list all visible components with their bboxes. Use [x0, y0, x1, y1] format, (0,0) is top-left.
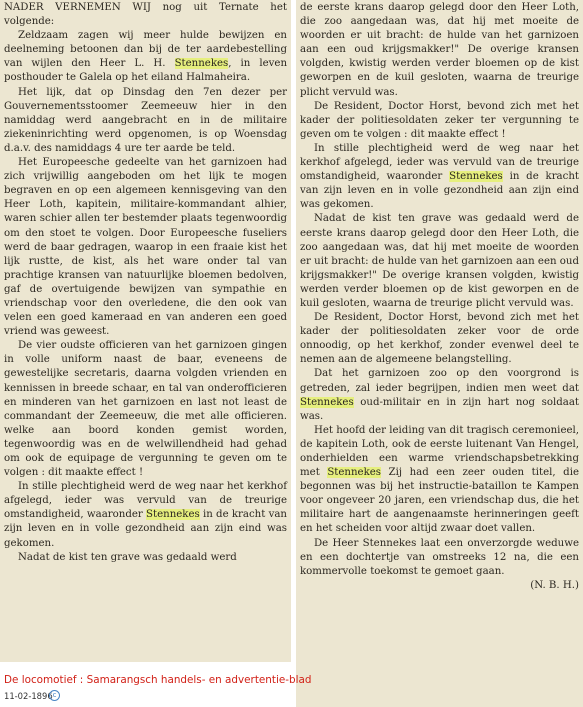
paragraph-text: in de kracht van zijn leven en in volle gezondheid aan zijn eind was gekomen. — [300, 171, 579, 211]
paragraph-text: De vier oudste officieren van het garnizoen gingen in volle uniform naast de baar, eveneens de gewestelijke secretaris, daarna volgden vrienden en kennissen in breede schaar, en tal van onderofficieren en minderen van het garnizoen en last not least de commandant der Zeemeeuw, die met alle officieren. welke aan boord konden gemist worden, tegenwoordig was en de welwillendheid had gehad om ook de equipage de vergunning te geven om te volgen : dit maakte effect ! — [4, 340, 287, 479]
paragraph-text: Zeldzaam zagen wij meer hulde bewijzen en deelneming betoonen dan bij de ter aardebestelling van wijlen den Heer L. H. — [4, 30, 287, 70]
search-highlight: Stennekes — [327, 467, 382, 479]
newspaper-source-link[interactable]: De locomotief : Samarangsch handels- en advertentie-blad — [4, 674, 312, 686]
paragraph-text: oud-militair en in zijn hart nog soldaat was. — [300, 396, 579, 422]
article-paragraph — [4, 339, 287, 480]
article-column-left — [0, 0, 291, 662]
paragraph-text: de eerste krans daarop gelegd door den Heer Loth, die zoo aangedaan was, dat hij met moeite de woorden er uit bracht: de hulde van het garnizoen aan een oud krijgsmakker!" De overige kransen volgden, kwistig werden verder bloemen op de kist geworpen en de kuil gesloten, waarna de treurige plicht vervuld was. — [300, 2, 579, 98]
paragraph-text: Het hoofd der leiding van dit tragisch ceremonieel, de kapitein Loth, ook de eerste luitenant Van Hengel, onderhielden een warme vriendschapsbetrekking met — [300, 424, 579, 479]
article-paragraph — [300, 537, 579, 579]
clipping-caption — [0, 665, 312, 707]
article-paragraph — [300, 100, 579, 142]
search-highlight: Stennekes — [146, 509, 200, 521]
paragraph-text: De Resident, Doctor Horst, bevond zich met het kader der politiesoldaten zeker ter vergunning te geven om te volgen : dit maakte effect ! — [300, 100, 579, 140]
paragraph-text: Nadat de kist ten grave was gedaald werd de eerste krans daarop gelegd door den Heer Loth, die zoo aangedaan was, dat hij met moeite de woorden er uit bracht: de hulde van het garnizoen aan een oud krijgsmakker!" De overige kransen volgden, kwistig werden verder bloemen op de kist geworpen en de kuil gesloten, waarna de treurige plicht vervuld was. — [300, 213, 579, 309]
paragraph-text: (N. B. H.) — [530, 579, 579, 591]
paragraph-text: De Resident, Doctor Horst, bevond zich met het kader der politiesoldaten zeker voor de orde onnoodig, op het kerkhof, zonder evenwel deel te nemen aan de algemeene belangstelling. — [300, 312, 579, 366]
paragraph-text: Nadat de kist ten grave was gedaald werd — [18, 551, 237, 563]
article-paragraph — [4, 480, 287, 550]
article-paragraph — [4, 551, 287, 565]
paragraph-text: , in leven posthouder te Galela op het eiland Halmaheira. — [4, 58, 288, 84]
article-paragraph — [300, 579, 579, 593]
article-paragraph — [300, 1, 579, 100]
search-highlight: Stennekes — [174, 58, 229, 70]
article-paragraph — [300, 311, 579, 367]
paragraph-text: In stille plechtigheid werd de weg naar het kerkhof afgelegd, ieder was vervuld van de treurige omstandigheid, waaronder — [300, 142, 579, 183]
paragraph-text: Dat het garnizoen zoo op den voorgrond is getreden, zal ieder begrijpen, indien men weet dat — [300, 368, 579, 394]
article-paragraph — [4, 1, 287, 29]
article-paragraph — [4, 156, 287, 339]
search-highlight: Stennekes — [300, 396, 354, 408]
article-paragraph — [300, 212, 579, 311]
paragraph-text: in de kracht van zijn leven en in volle gezondheid aan zijn eind was gekomen. — [4, 509, 287, 549]
paragraph-text: Het Europeesche gedeelte van het garnizoen had zich vrijwillig aangeboden om het lijk te mogen begraven en op een algemeen kennisgeving van den Heer Loth, kapitein, militaire-kommandant alhier, waren schier allen ter bestemder plaats tegenwoordig om den stoet te volgen. Door Europeesche fuseliers werd de baar gedragen, waarop in een fraaie kist het lijk rustte, de kist, als het ware onder tal van prachtige kransen van natuurlijke bloemen bedolven, gaf de overtuigende bewijzen van sympathie en vriendschap voor den overledene, die den ook van velen een goed kameraad en van anderen een goed vriend was geweest. — [4, 157, 287, 338]
search-highlight: Stennekes — [449, 171, 503, 183]
paragraph-text: Zij had een zeer ouden titel, die begonnen was bij het instructie-bataillon te Kampen voor ongeveer 20 jaren, een vriendschap dus, die het militaire hart de aangenaamste herinneringen geeft en het scheiden voor altijd zwaar doet vallen. — [300, 467, 579, 535]
article-paragraph — [300, 424, 579, 537]
article-paragraph — [4, 29, 287, 85]
article-paragraph — [300, 142, 579, 212]
paragraph-text: Het lijk, dat op Dinsdag den 7en dezer per Gouvernementsstoomer Zeemeeuw hier in den namiddag werd aangebracht en in de militaire ziekeninrichting werd opgenomen, is op Woensdag d.a.v. des namiddags 4 ure ter aarde be teld. — [4, 86, 287, 154]
article-column-right — [296, 0, 583, 707]
article-paragraph — [300, 367, 579, 423]
publication-date: 11-02-1896 — [4, 691, 53, 701]
paragraph-text: In stille plechtigheid werd de weg naar het kerkhof afgelegd, ieder was vervuld van de treurige omstandigheid, waaronder — [4, 481, 287, 521]
cc-license-icon[interactable]: c — [49, 690, 60, 701]
article-paragraph — [4, 86, 287, 156]
paragraph-text: De Heer Stennekes laat een onverzorgde weduwe en een dochtertje van omstreeks 12 na, die een kommervolle toekomst te gemoet gaan. — [300, 537, 579, 577]
paragraph-text: NADER VERNEMEN WIJ nog uit Ternate het volgende: — [4, 2, 287, 28]
